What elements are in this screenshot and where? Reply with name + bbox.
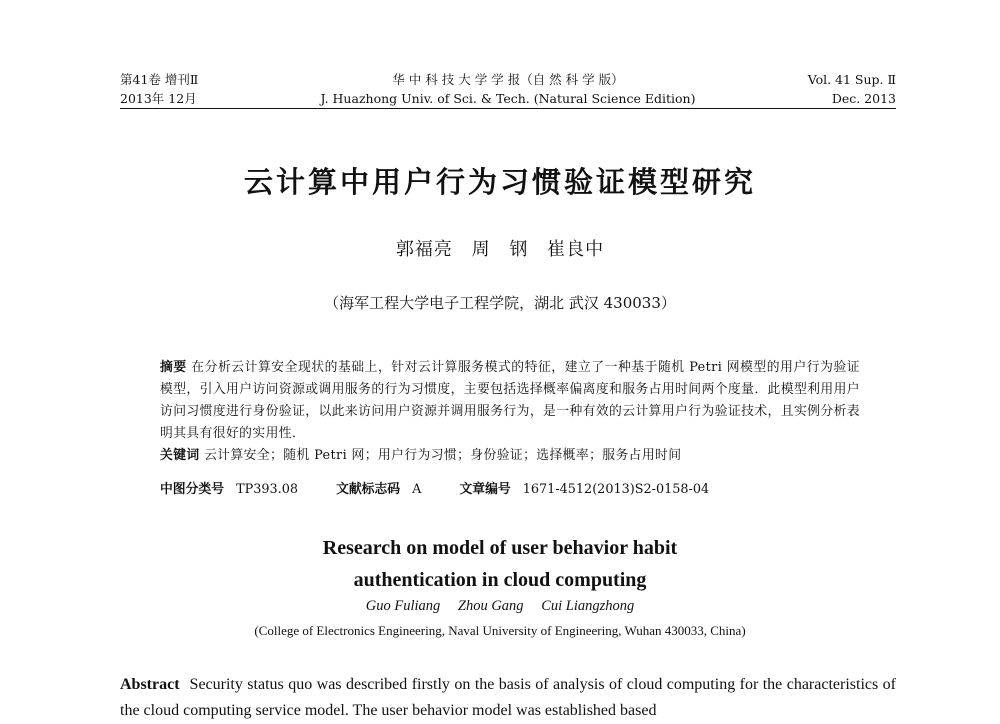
authors-cn: 郭福亮 周 钢 崔良中 — [395, 239, 605, 260]
title-en-line1: Research on model of user behavior habit — [322, 537, 678, 559]
abstract-cn-text: 在分析云计算安全现状的基础上，针对云计算服务模式的特征，建立了一种基于随机 Petri 网模型的用户行为验证模型，引入用户访问资源或调用服务的行为习惯度，主要包括选择概率偏离度和服务占用时间两个度量．此模型利用用户访问习惯度进行身份验证，以此来访问用户资源并调用服务行为，是一种有效的云计算用户行为验证技术，且实例分析表明其具有很好的实用性． — [160, 360, 860, 441]
abstract-cn — [160, 357, 860, 467]
abstract-en-text: Security status quo was described firstly on the basis of analysis of cloud computing for the characteristics of the cloud computing service model. The user behavior model was established based — [120, 676, 896, 719]
header-date-cn: 2013年 12月 — [120, 91, 197, 106]
header-journal-cn: 华 中 科 技 大 学 学 报（自 然 科 学 版） — [392, 72, 624, 87]
header-volume: 第41卷 增刊Ⅱ — [120, 72, 199, 87]
header-journal-en: J. Huazhong Univ. of Sci. & Tech. (Natural Science Edition) — [320, 91, 696, 106]
clc-value: TP393.08 — [236, 482, 298, 497]
abstract-en — [120, 672, 896, 724]
affiliation-cn: （海军工程大学电子工程学院，湖北 武汉 430033） — [324, 294, 676, 312]
header-vol-en: Vol. 41 Sup. Ⅱ — [807, 72, 896, 87]
affiliation-en: (College of Electronics Engineering, Naval University of Engineering, Wuhan 430033, China) — [254, 623, 746, 638]
author-en-1: Guo Fuliang — [365, 598, 441, 614]
classification-line — [160, 478, 880, 497]
header-rule — [120, 108, 896, 109]
clc-label: 中图分类号 — [160, 482, 224, 497]
article-number-value: 1671-4512(2013)S2-0158-04 — [522, 482, 710, 497]
article-number-label: 文章编号 — [459, 482, 511, 497]
author-en-3: Cui Liangzhong — [541, 598, 635, 614]
header-date-en: Dec. 2013 — [831, 91, 896, 106]
authors-en — [0, 598, 1000, 615]
journal-header — [120, 70, 896, 110]
abstract-cn-label: 摘要 — [160, 360, 187, 375]
author-en-2: Zhou Gang — [457, 598, 524, 614]
header-journal-name — [120, 70, 896, 108]
keywords-cn-text: 云计算安全；随机 Petri 网；用户行为习惯；身份验证；选择概率；服务占用时间 — [204, 448, 682, 463]
title-cn: 云计算中用户行为习惯验证模型研究 — [243, 165, 756, 199]
title-en — [0, 532, 1000, 596]
keywords-cn-label: 关键词 — [160, 448, 200, 463]
header-volume-en — [808, 70, 896, 108]
doc-code-label: 文献标志码 — [336, 482, 401, 497]
doc-code-value: A — [412, 482, 422, 497]
abstract-en-label: Abstract — [120, 676, 180, 693]
title-en-line2: authentication in cloud computing — [353, 569, 647, 591]
